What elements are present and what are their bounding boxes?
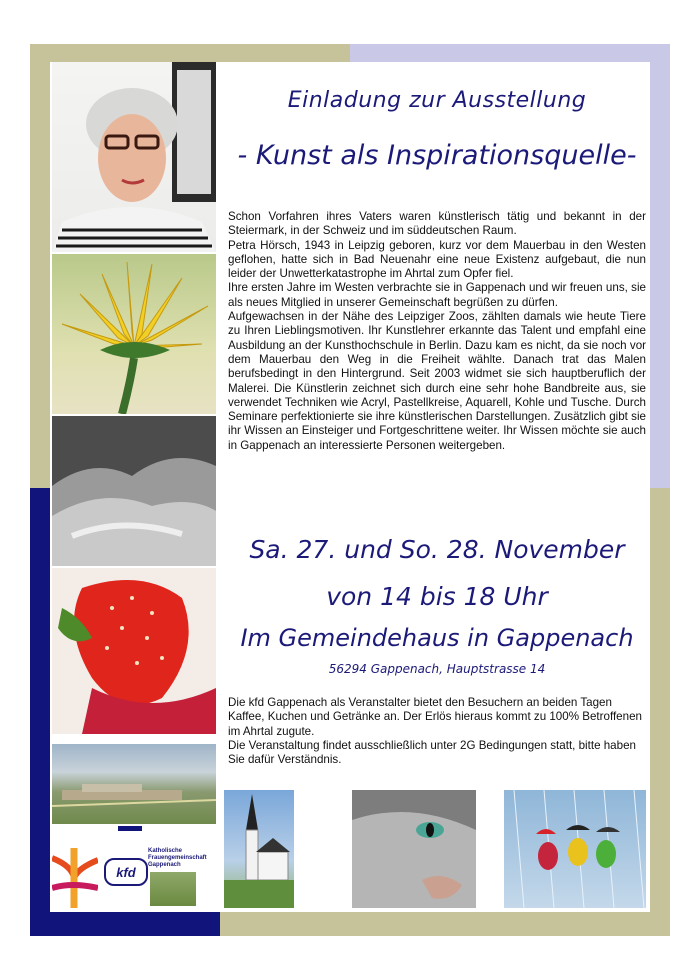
paragraph: Die kfd Gappenach als Veranstalter bietet den Besuchern an beiden Tagen Kaffee, Kuchen und Getränke an. Der Erlös hieraus kommt zu 100% Betroffenen im Ahrtal zugute. bbox=[228, 696, 642, 738]
paragraph: Petra Hörsch, 1943 in Leipzig geboren, kurz vor dem Mauerbau in den Westen geflohen, hatte sich in Bad Neuenahr eine neue Existenz aufgebaut, die nun leider der Unwetterkatastrophe im Ahrtal zum Opfer fiel. bbox=[228, 238, 646, 281]
paragraph: Schon Vorfahren ihres Vaters waren künstlerisch tätig und bekannt in der Steiermark, in der Schweiz und im süddeutschen Raum. bbox=[228, 210, 646, 238]
divider-bar bbox=[118, 826, 142, 831]
artist-portrait bbox=[52, 62, 216, 252]
page-title: Einladung zur Ausstellung bbox=[287, 88, 587, 113]
paragraph: Aufgewachsen in der Nähe des Leipziger Zoos, zählten damals wie heute Tiere zu Ihren Lieblingsmotiven. Ihr Kunstlehrer erkannte das Talent und empfahl eine Ausbildung an der Kunsthochschule in Berlin. Dazu kam es nicht, da sie noch vor dem Mauerbau den Weg in die Freiheit wählte. Danach trat das Malen berufsbedingt in den Hintergrund. Seit 2003 widmet sie sich hauptberuflich der Malerei. Die Künstlerin zeichnet sich durch eine sehr hohe Bandbreite aus, sie verwendet Techniken wie Acryl, Pastellkreise, Aquarell, Kohle und Tusche. Durch Seminare perfektionierte sie ihre künstlerischen Darstellungen. Zusätzlich gibt sie ihr Wissen an Einsteiger und Fortgeschrittene weiter. Ihr Wissen möchte sie auch in Gappenach an interessierte Personen weitergeben. bbox=[228, 310, 646, 452]
charcoal-nude-painting bbox=[52, 416, 216, 566]
sunflower-painting bbox=[52, 254, 216, 414]
cat-painting bbox=[352, 790, 476, 908]
strawberry-lips-painting bbox=[52, 568, 216, 734]
footer-text bbox=[228, 696, 646, 767]
event-venue: Im Gemeindehaus in Gappenach bbox=[240, 624, 634, 652]
event-time: von 14 bis 18 Uhr bbox=[326, 582, 548, 611]
village-aerial-photo bbox=[52, 744, 216, 824]
event-address: 56294 Gappenach, Hauptstrasse 14 bbox=[328, 662, 546, 676]
rain-umbrellas-painting bbox=[504, 790, 646, 908]
exhibition-subtitle: - Kunst als Inspirationsquelle- bbox=[237, 140, 637, 171]
paragraph: Die Veranstaltung findet ausschließlich unter 2G Bedingungen statt, bitte haben Sie dafür Verständnis. bbox=[228, 738, 636, 767]
cross-logo bbox=[52, 848, 98, 908]
village-thumbnail bbox=[150, 872, 196, 906]
event-dates: Sa. 27. und So. 28. November bbox=[249, 535, 625, 564]
body-text bbox=[228, 210, 646, 453]
paragraph: Ihre ersten Jahre im Westen verbrachte sie in Gappenach und wir freuen uns, sie als neues Mitglied in unserer Gemeinschaft begrüßen zu dürfen. bbox=[228, 281, 646, 309]
church-painting bbox=[224, 790, 294, 908]
org-name: Katholische Frauengemeinschaft Gappenach bbox=[148, 848, 207, 868]
kfd-logo-badge: kfd bbox=[104, 858, 148, 886]
